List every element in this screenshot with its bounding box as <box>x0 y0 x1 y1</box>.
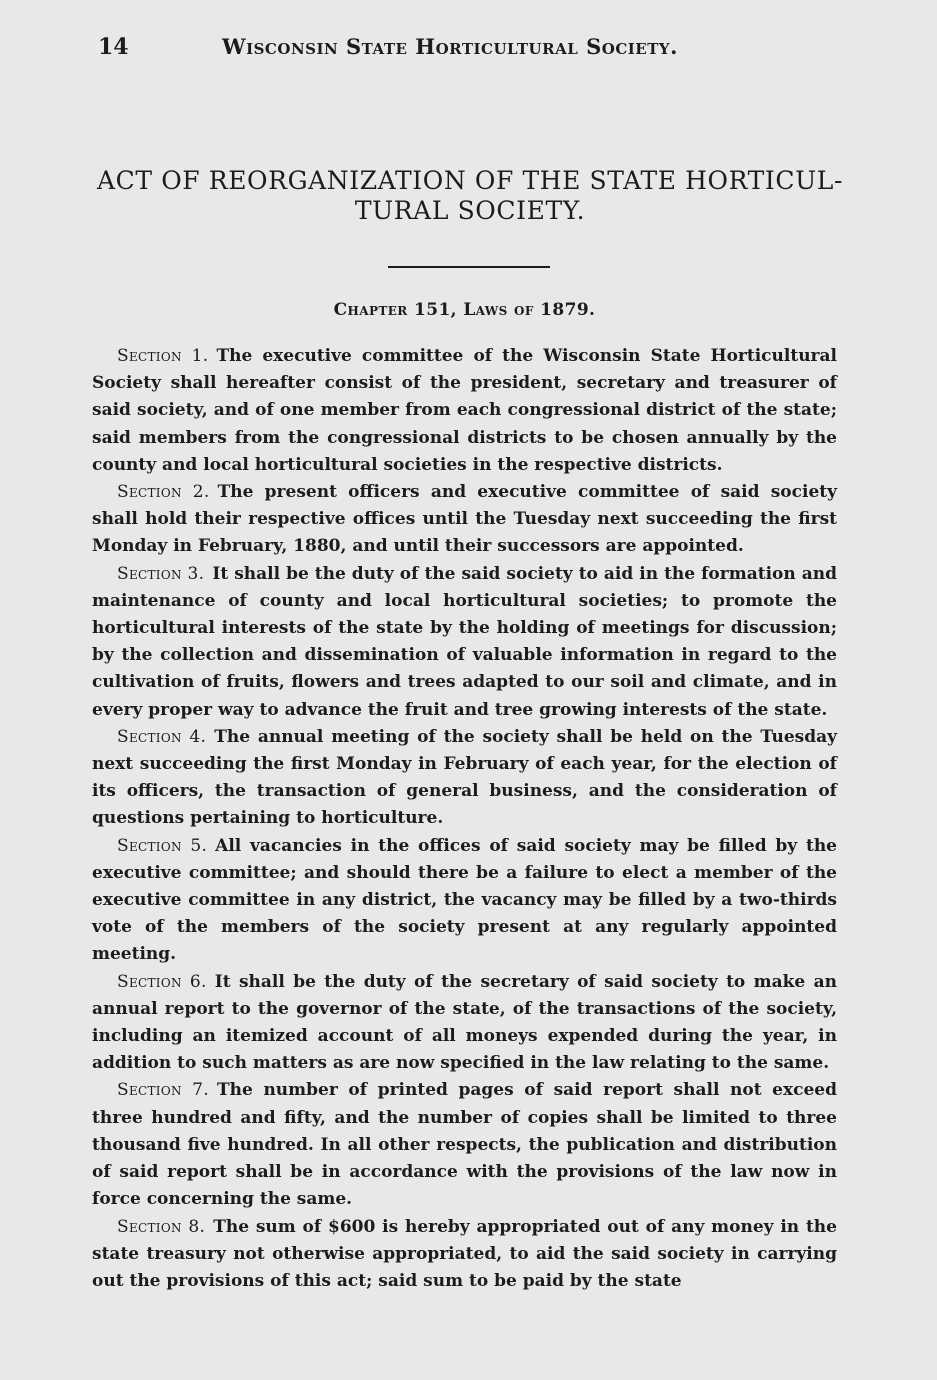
section-text: The executive committee of the Wisconsin State Horticultural Society shall hereafter consist of the president, secretary and treasurer of said society, and of one member from each congressional district of the state; said members from the congressional districts to be chosen annually by the county and local horticultural societies in the respective districts. <box>92 346 837 475</box>
section-1 <box>92 343 837 479</box>
section-text: All vacancies in the offices of said society may be filled by the executive committee; and should there be a failure to elect a member of the executive committee in any district, the vacancy may be filled by a two-thirds vote of the members of the society present at any regularly appointed meeting. <box>92 835 837 965</box>
section-5 <box>92 833 837 969</box>
section-text: It shall be the duty of the secretary of said society to make an annual report to the governor of the state, of the transactions of the society, including an itemized account of all moneys expended during the year, in addition to such matters as are now specified in the law relating to the same. <box>92 971 838 1074</box>
section-label: Section 1. <box>117 346 209 366</box>
section-text: The present officers and executive committee of said society shall hold their respective offices until the Tuesday next succeeding the first Monday in February, 1880, and until their successors are appointed. <box>92 482 837 557</box>
section-label: Section 3. <box>117 563 205 584</box>
section-text: The sum of $600 is hereby appropriated out of any money in the state treasury not otherwise appropriated, to aid the said society in carrying out the provisions of this act; said sum to be paid by the state <box>92 1216 837 1291</box>
title-line-1: ACT OF REORGANIZATION OF THE STATE HORTICUL- <box>96 166 844 195</box>
page-number: 14 <box>98 34 129 60</box>
section-8 <box>92 1214 837 1296</box>
section-label: Section 4. <box>117 726 207 747</box>
document-title <box>80 166 860 226</box>
section-text: It shall be the duty of the said society to aid in the formation and maintenance of county and local horticultural societies; to promote the horticultural interests of the state by the holding of meetings for discussion; by the collection and dissemination of valuable information in regard to the cultivation of fruits, flowers and trees adapted to our soil and climate, and in every proper way to advance the fruit and tree growing interests of the state. <box>92 563 838 720</box>
section-label: Section 5. <box>117 835 208 856</box>
section-label: Section 6. <box>117 971 207 992</box>
act-sections <box>92 343 837 1295</box>
section-6 <box>92 969 837 1078</box>
running-title: Wisconsin State Horticultural Society. <box>222 34 678 59</box>
section-label: Section 2. <box>117 482 210 503</box>
section-label: Section 8. <box>117 1216 206 1237</box>
section-2 <box>92 479 837 561</box>
section-text: The number of printed pages of said report shall not exceed three hundred and fifty, and the number of copies shall be limited to three thousand five hundred. In all other respects, the publication and distribution of said report shall be in accordance with the provisions of the law now in force concerning the same. <box>92 1080 838 1210</box>
section-3 <box>92 561 837 724</box>
title-line-2: TURAL SOCIETY. <box>354 196 586 225</box>
running-header <box>92 34 837 64</box>
title-divider <box>388 266 550 268</box>
section-4 <box>92 724 837 833</box>
section-label: Section 7. <box>117 1080 209 1101</box>
section-text: The annual meeting of the society shall be held on the Tuesday next succeeding the first Monday in February of each year, for the election of its officers, the transaction of general business, and the consideration of questions pertaining to horticulture. <box>92 726 837 829</box>
chapter-heading: Chapter 151, Laws of 1879. <box>333 300 596 320</box>
section-7 <box>92 1077 837 1213</box>
